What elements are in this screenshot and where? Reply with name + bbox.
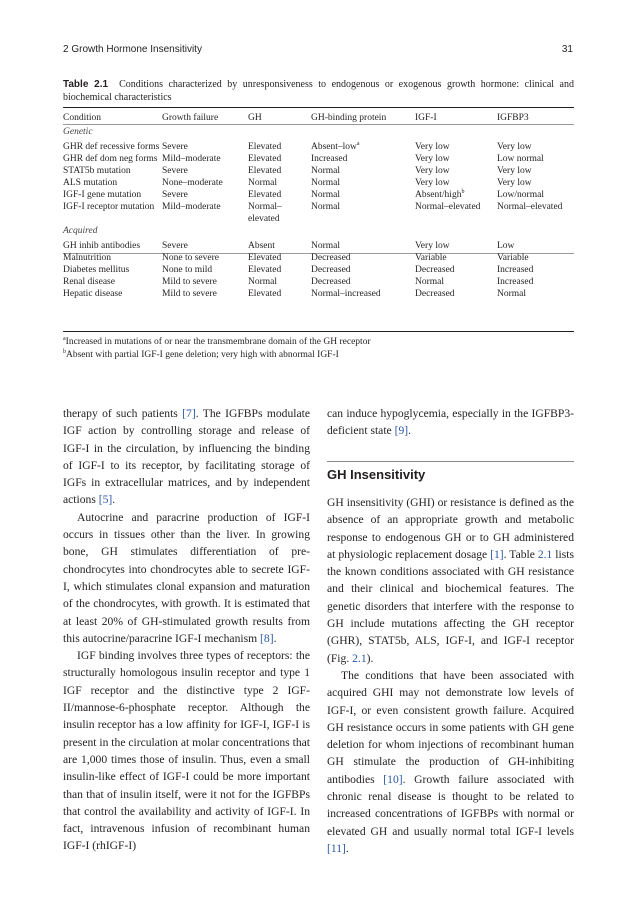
table-cell-gh: Elevated [248,154,282,164]
citation-link[interactable]: [1] [490,547,504,561]
paragraph: therapy of such patients [7]. The IGFBPs modulate IGF action by controlling storage and release of IGF-I in the circulation, by influencing the binding of IGF-I to its receptor, by facilitating storage of IGFs in extracellular matrices, and by independent actions [5]. [63,407,311,507]
citation-link[interactable]: [7] [182,407,196,420]
table-cell-igfbp3: Very low [497,178,532,188]
table-cell-igfbp3: Very low [497,142,532,152]
paragraph: The conditions that have been associated with acquired GHI may not demonstrate low levels of IGF-I, or even consistent growth failure. Acquired GH resistance occurs in some patients with GH gene deletion for whom injections of recombinant human GH stimulate the production of GH-inhibiting antibodies [10]. Growth failure associated with chronic renal disease is thought to be related to increased concentrations of IGFBPs with normal or elevated GH and usually normal total IGF-I levels [11]. [327,668,574,855]
table-cell-gh: Elevated [248,253,282,263]
running-header [63,44,573,58]
table-cell-igf: Decreased [415,265,455,275]
table-cell-condition: IGF-I gene mutation [63,190,142,200]
section-rule [327,461,574,462]
table-cell-gh: Normal–elevated [248,202,282,224]
table-cell-growth: Mild–moderate [162,202,221,212]
right-column-lead [327,405,574,440]
conditions-table [63,109,574,300]
table-cell-growth: Severe [162,142,188,152]
table-cell-growth: Mild to severe [162,277,217,287]
table-cell-igf: Decreased [415,289,455,299]
table-cell-ghbp: Decreased [311,253,351,263]
footnote: $^b$Absent with partial IGF-I gene deletion; very high with abnormal IGF-I [63,349,339,360]
paragraph: Autocrine and paracrine production of IGF-I occurs in tissues other than the liver. In growing bone, GH stimulates differentiation of pre-chondrocytes into chondrocytes able to secrete IGF-I, which stimulates clonal expansion and maturation of the chondrocytes, with growth. It is estimated that at least 20% of GH-stimulated growth results from this autocrine/paracrine IGF-I mechanism [8]. [63,510,310,645]
table-cell-condition: STAT5b mutation [63,166,131,176]
table-cell-ghbp: Normal [311,178,341,188]
table-cell-gh: Normal [248,277,278,287]
table-cell-ghbp: Increased [311,154,348,164]
table-cell-igfbp3: Normal [497,289,527,299]
column-header: IGFBP3 [497,112,529,123]
column-header: GH-binding protein [311,112,387,123]
paragraph: IGF binding involves three types of receptors: the structurally homologous insulin receptor and type 1 IGF receptor and the distinctive type 2 IGF-II/mannose-6-phosphate receptor. Although the insulin receptor has a low affinity for IGF-I, IGF-I is present in the circulation at molar concentrations that are 1,000 times those of insulin. Thus, even a small insulin-like effect of IGF-I could be more important than that of insulin itself, were it not for the IGFBPs that control the availability and activity of IGF-I. In fact, intravenous infusion of recombinant human IGF-I (rhIGF-I) [63,649,310,853]
column-header: IGF-I [415,112,437,123]
table-cell-gh: Elevated [248,265,282,275]
table-cell-ghbp: Decreased [311,265,351,275]
table-cell-igf: Very low [415,154,450,164]
table-cell-gh: Absent [248,241,275,251]
table-cell-igfbp3: Increased [497,265,534,275]
table-cell-igf: Very low [415,178,450,188]
table-cell-growth: Mild–moderate [162,154,221,164]
table-cell-igf: Variable [415,253,447,263]
table-cell-ghbp: Decreased [311,277,351,287]
left-text-column [63,405,310,855]
table-cell-ghbp: Absent–low$^a$ [311,141,360,152]
table-row [63,153,574,165]
table-cell-igf: Absent/high$^b$ [415,189,465,200]
table-cell-ghbp: Normal [311,166,341,176]
table-row [63,141,574,153]
section-label: Acquired [63,226,98,236]
citation-link[interactable]: [11] [327,841,346,855]
table-label: Table 2.1 [63,79,109,90]
table-cell-igfbp3: Low [497,241,515,251]
table-cell-condition: Diabetes mellitus [63,265,130,275]
table-bottom-rule [63,331,574,332]
table-row [63,240,574,252]
table-header-row [63,109,574,126]
citation-link[interactable]: 2.1 [537,547,553,561]
table-body [63,126,574,300]
table-cell-igfbp3: Variable [497,253,529,263]
table-caption [63,78,574,104]
table-row [63,288,574,300]
table-cell-igfbp3: Normal–elevated [497,202,563,212]
table-cell-growth: None to mild [162,265,213,275]
table-cell-igfbp3: Low normal [497,154,544,164]
citation-link[interactable]: [10] [383,772,403,786]
table-cell-gh: Elevated [248,166,282,176]
table-cell-growth: None–moderate [162,178,223,188]
footnote: $^a$Increased in mutations of or near the transmembrane domain of the GH receptor [63,336,371,347]
table-cell-igfbp3: Very low [497,166,532,176]
table-cell-igfbp3: Increased [497,277,534,287]
table-row [63,189,574,201]
table-cell-condition: Renal disease [63,277,115,287]
table-section-row [63,225,574,240]
table-cell-growth: Mild to severe [162,289,217,299]
table-top-rule [63,107,574,108]
citation-link[interactable]: [5] [98,493,113,507]
table-row [63,177,574,189]
table-cell-growth: Severe [162,190,188,200]
table-cell-igf: Very low [415,142,450,152]
table-cell-condition: GHR def dom neg forms [63,154,158,164]
table-caption-text: Conditions characterized by unresponsiveness to endogenous or exogenous growth hormone: clinical and biochemical characteristics [63,79,574,103]
table-cell-condition: Malnutrition [63,253,112,263]
table-cell-condition: Hepatic disease [63,289,123,299]
section-label: Genetic [63,127,93,137]
table-footnotes [63,336,574,362]
table-row [63,252,574,264]
page-number: 31 [561,44,573,55]
right-text-column [327,405,574,440]
column-header: Condition [63,112,102,123]
table-cell-gh: Elevated [248,190,282,200]
table-cell-ghbp: Normal–increased [311,289,381,299]
table-row [63,264,574,276]
table-cell-igfbp3: Low/normal [497,190,544,200]
column-header: GH [248,112,262,123]
table-cell-ghbp: Normal [311,190,341,200]
table-cell-igf: Very low [415,166,450,176]
table-row [63,201,574,225]
table-cell-condition: GH inhib antibodies [63,241,141,251]
table-row [63,165,574,177]
paragraph: can induce hypoglycemia, especially in the IGFBP3-deficient state [9]. [327,407,574,438]
table-section-row [63,126,574,141]
table-cell-igf: Normal [415,277,445,287]
table-cell-ghbp: Normal [311,202,341,212]
section-heading: GH Insensitivity [327,467,426,482]
paragraph: GH insensitivity (GHI) or resistance is defined as the absence of an appropriate growth and metabolic response to endogenous GH or to GH administered at physiologic replacement dosage [1]. Table 2.1 lists the known conditions associated with GH resistance and their clinical and biochemical features. The genetic disorders that interfere with the response to GH include mutations affecting the GH receptor (GHR), STAT5b, ALS, IGF-I, and IGF-I receptor (Fig. 2.1). [327,496,574,665]
table-cell-ghbp: Normal [311,241,341,251]
table-cell-igf: Very low [415,241,450,251]
citation-link[interactable]: [9] [394,424,409,438]
table-cell-condition: ALS mutation [63,178,118,188]
table-cell-growth: Severe [162,241,188,251]
table-cell-gh: Elevated [248,289,282,299]
table-cell-condition: GHR def recessive forms [63,142,160,152]
table-cell-gh: Elevated [248,142,282,152]
table-row [63,276,574,288]
running-title: 2 Growth Hormone Insensitivity [63,44,202,55]
table-cell-condition: IGF-I receptor mutation [63,202,155,212]
citation-link[interactable]: [8] [260,631,274,645]
table-cell-gh: Normal [248,178,278,188]
table-cell-igf: Normal–elevated [415,202,481,212]
right-column-body [327,494,574,857]
column-header: Growth failure [162,112,219,123]
table-cell-growth: Severe [162,166,188,176]
table-cell-growth: None to severe [162,253,219,263]
citation-link[interactable]: 2.1 [352,651,367,665]
